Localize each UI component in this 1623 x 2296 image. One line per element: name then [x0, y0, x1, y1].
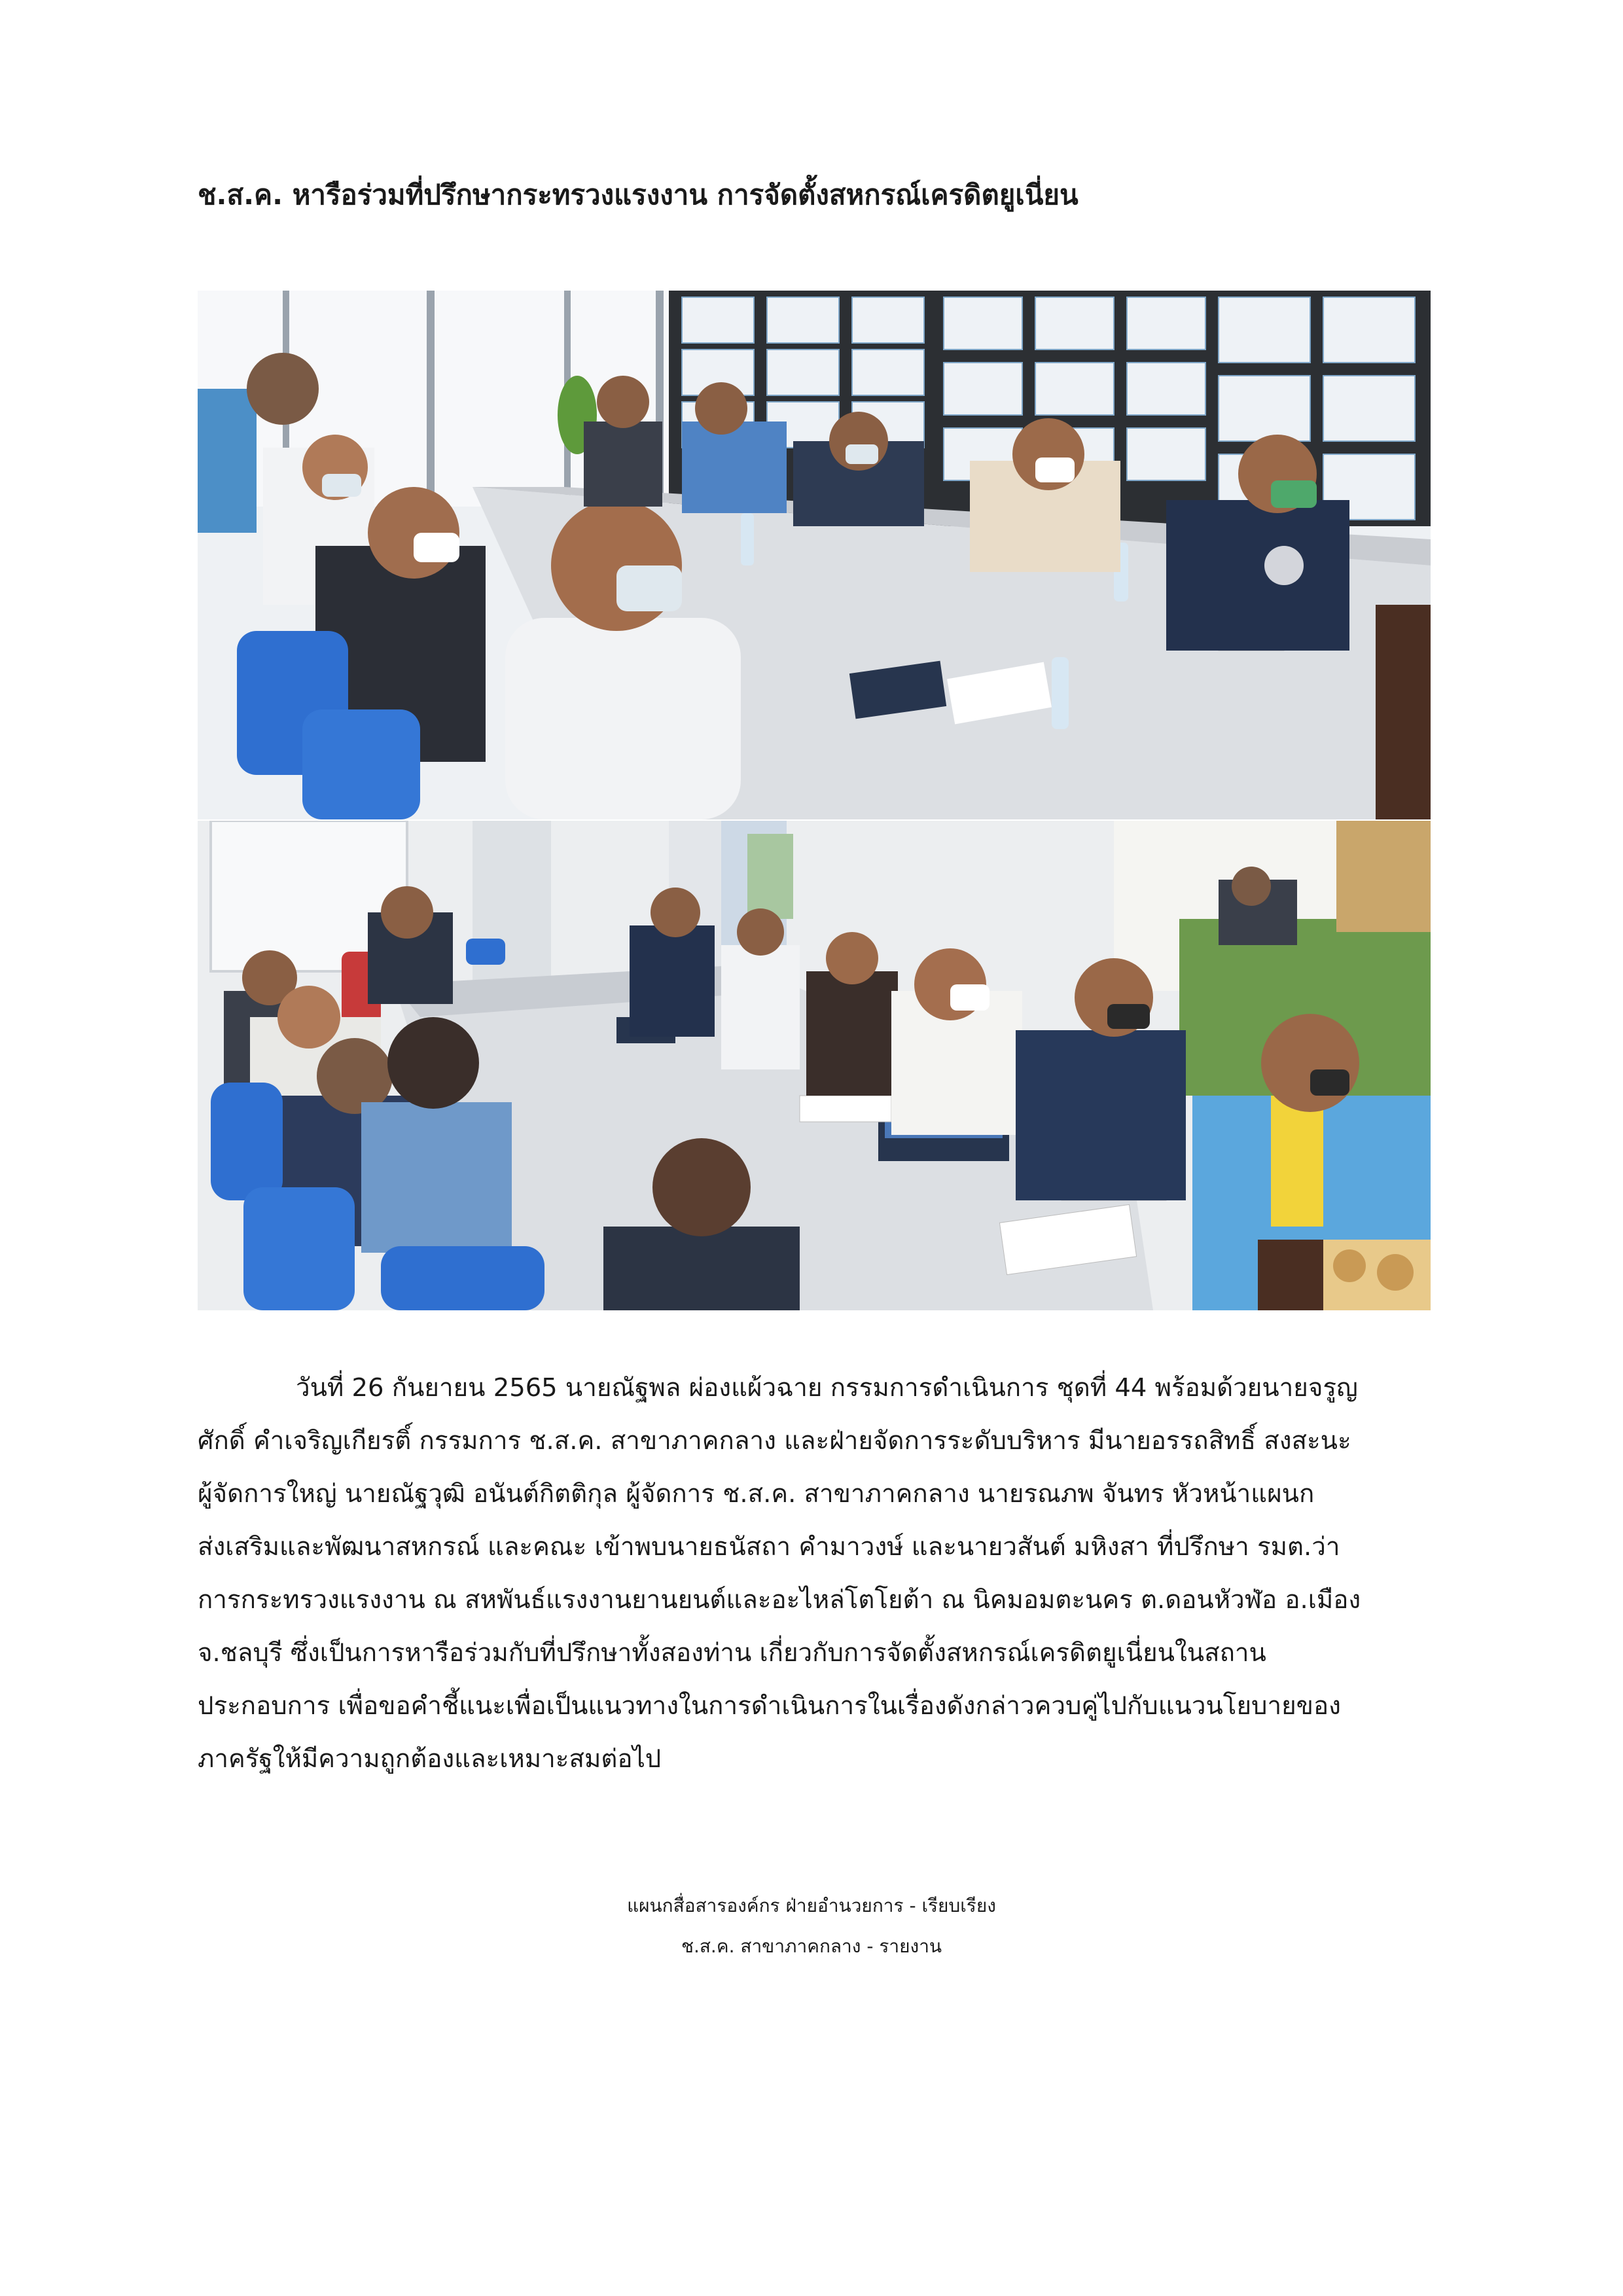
body-line: วันที่ 26 กันยายน 2565 นายณัฐพล ผ่องแผ้วฉาย กรรมการดำเนินการ ชุดที่ 44 พร้อมด้วยนายจรูญ — [296, 1373, 1358, 1403]
body-line: ศักดิ์ คำเจริญเกียรติ์ กรรมการ ช.ส.ค. สาขาภาคกลาง และฝ่ายจัดการระดับบริหาร มีนายอรรถสิทธิ์ สงสะนะ — [198, 1426, 1351, 1456]
body-paragraph — [198, 1361, 1431, 1785]
document-title: ช.ส.ค. หารือร่วมที่ปรึกษากระทรวงแรงงาน การจัดตั้งสหกรณ์เครดิตยูเนี่ยน — [198, 179, 1079, 211]
footer-reported-by: ช.ส.ค. สาขาภาคกลาง - รายงาน — [681, 1935, 942, 1957]
footer-compiled-by: แผนกสื่อสารองค์กร ฝ่ายอำนวยการ - เรียบเรียง — [627, 1895, 996, 1916]
body-line: ส่งเสริมและพัฒนาสหกรณ์ และคณะ เข้าพบนายธนัสถา คำมาวงษ์ และนายวสันต์ มหิงสา ที่ปรึกษา รมต.ว่า — [198, 1532, 1340, 1562]
body-line: จ.ชลบุรี ซึ่งเป็นการหารือร่วมกับที่ปรึกษาทั้งสองท่าน เกี่ยวกับการจัดตั้งสหกรณ์เครดิตยูเนี่ยนในสถาน — [198, 1638, 1266, 1668]
body-line: ภาครัฐให้มีความถูกต้องและเหมาะสมต่อไป — [198, 1744, 662, 1774]
body-line: ผู้จัดการใหญ่ นายณัฐวุฒิ อนันต์กิตติกุล ผู้จัดการ ช.ส.ค. สาขาภาคกลาง นายรณภพ จันทร หัวหน้าแผนก — [198, 1479, 1315, 1509]
meeting-photo-bottom — [198, 821, 1431, 1310]
body-line: การกระทรวงแรงงาน ณ สหพันธ์แรงงานยานยนต์และอะไหล่โตโยต้า ณ นิคมอมตะนคร ต.ดอนหัวฬ่อ อ.เมือง — [198, 1585, 1361, 1615]
body-line: ประกอบการ เพื่อขอคำชี้แนะเพื่อเป็นแนวทางในการดำเนินการในเรื่องดังกล่าวควบคู่ไปกับแนวนโยบายของ — [198, 1691, 1341, 1721]
meeting-photo-top — [198, 291, 1431, 819]
